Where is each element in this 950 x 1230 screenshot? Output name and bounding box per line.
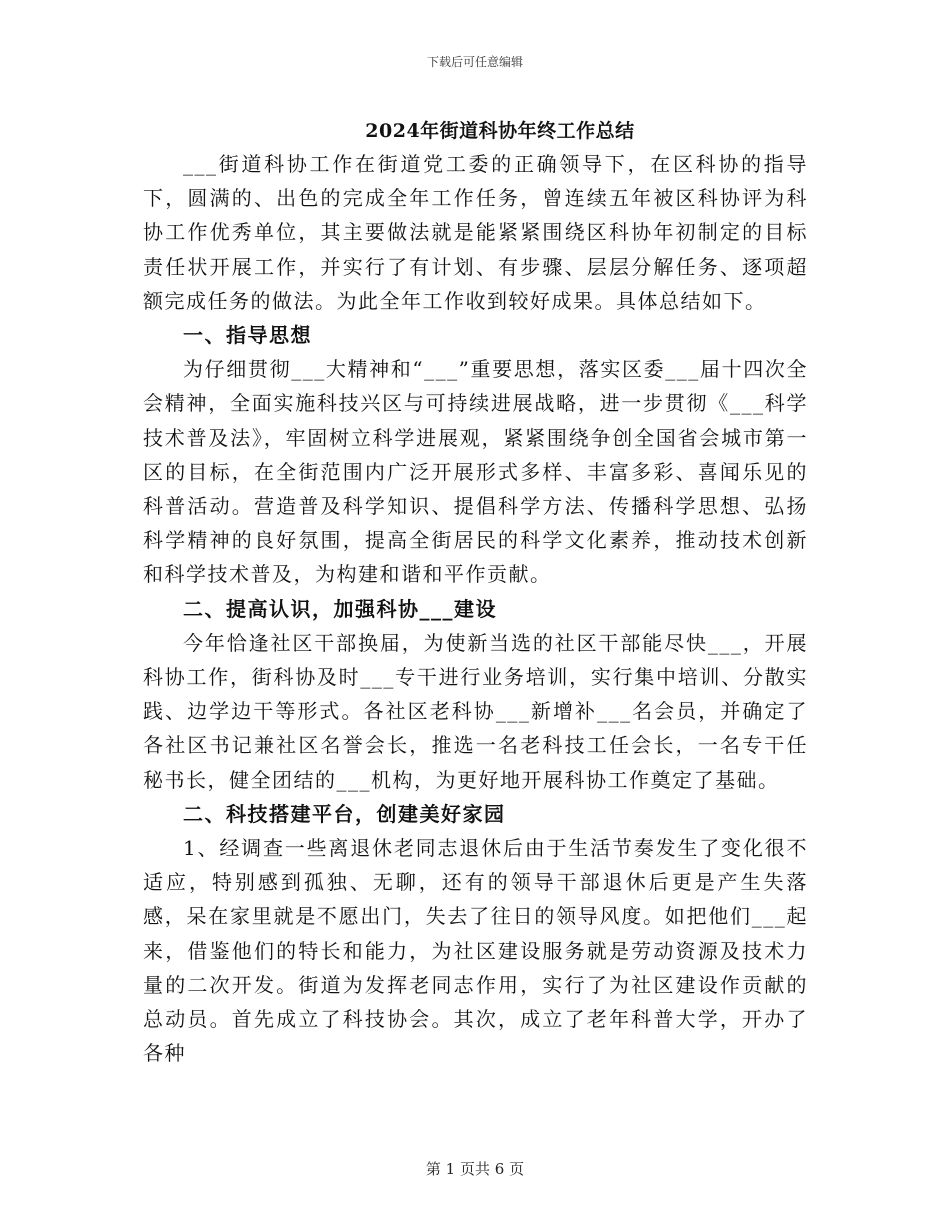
- section-paragraph-guiding-thought: 为仔细贯彻___大精神和“___”重要思想，落实区委___届十四次全会精神，全面实施科技兴区与可持续进展战略，进一步贯彻《___科学技术普及法》，牢固树立科学进展观，紧紧围绕争创全国省会城市第一区的目标，在全街范围内广泛开展形式多样、丰富多彩、喜闻乐见的科普活动。营造普及科学知识、提倡科学方法、传播科学思想、弘扬科学精神的良好氛围，提高全街居民的科学文化素养，推动技术创新和科学技术普及，为构建和谐和平作贡献。: [143, 357, 808, 587]
- section-heading-awareness: 二、提高认识，加强科协___建设: [183, 596, 497, 621]
- section-heading-platform: 二、科技搭建平台，创建美好家园: [183, 801, 506, 826]
- section-paragraph-awareness: 今年恰逢社区干部换届，为使新当选的社区干部能尽快___，开展科协工作，街科协及时___专干进行业务培训，实行集中培训、分散实践、边学边干等形式。各社区老科协___新增补___名会员，并确定了各社区书记兼社区名誉会长，推选一名老科技工任会长，一名专干任秘书长，健全团结的___机构，为更好地开展科协工作奠定了基础。: [143, 630, 808, 792]
- section-paragraph-platform: 1、经调查一些离退休老同志退休后由于生活节奏发生了变化很不适应，特别感到孤独、无聊，还有的领导干部退休后更是产生失落感，呆在家里就是不愿出门，失去了往日的领导风度。如把他们___起来，借鉴他们的特长和能力，为社区建设服务就是劳动资源及技术力量的二次开发。街道为发挥老同志作用，实行了为社区建设作贡献的总动员。首先成立了科技协会。其次，成立了老年科普大学，开办了各种: [143, 836, 808, 1066]
- page-header-note: 下载后可任意编辑: [426, 55, 523, 69]
- page-number-footer: 第 1 页共 6 页: [425, 1160, 525, 1178]
- section-heading-guiding-thought: 一、指导思想: [183, 323, 312, 348]
- document-body: [143, 147, 808, 1070]
- document-title: 2024年街道科协年终工作总结: [365, 120, 635, 142]
- intro-paragraph: ___街道科协工作在街道党工委的正确领导下，在区科协的指导下，圆满的、出色的完成全年工作任务，曾连续五年被区科协评为科协工作优秀单位，其主要做法就是能紧紧围绕区科协年初制定的目标责任状开展工作，并实行了有计划、有步骤、层层分解任务、逐项超额完成任务的做法。为此全年工作收到较好成果。具体总结如下。: [143, 152, 808, 313]
